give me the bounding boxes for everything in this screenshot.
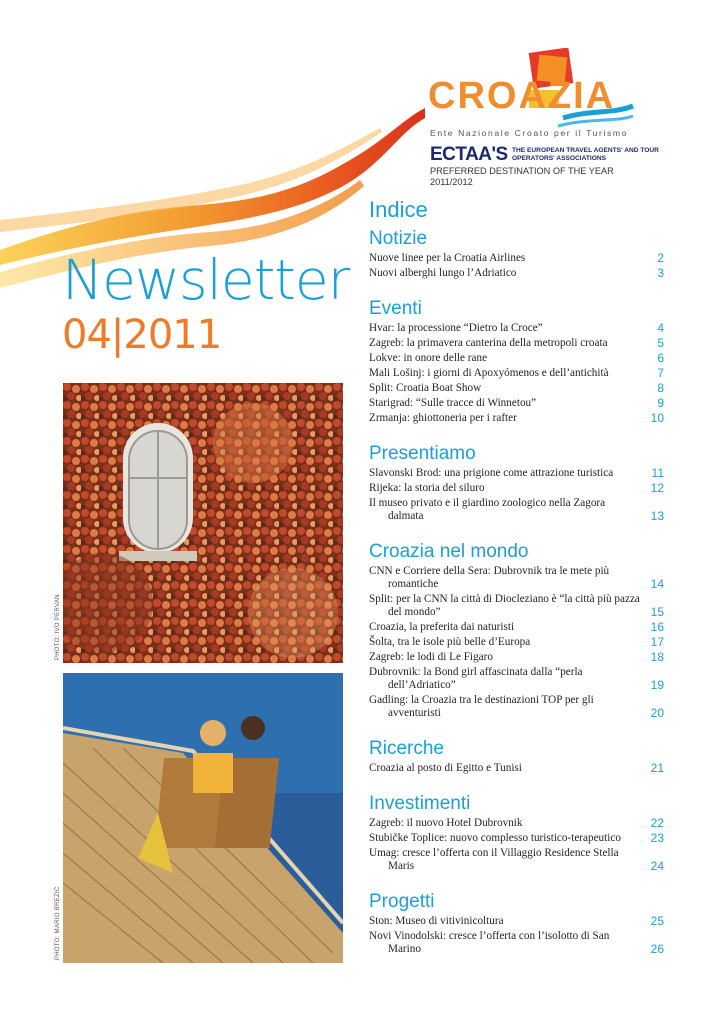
toc-entry-title: Ston: Museo di vitivinicoltura — [369, 915, 504, 927]
toc-entry-page: 13 — [650, 509, 664, 523]
newsletter-issue: 04|2011 — [62, 312, 222, 358]
table-of-contents — [369, 196, 664, 958]
toc-entry-page: 2 — [657, 251, 664, 265]
toc-entry-page: 20 — [650, 706, 664, 720]
toc-section-heading: Investimenti — [369, 793, 471, 814]
toc-entry-page: 14 — [650, 577, 664, 591]
toc-entry-title: Croazia al posto di Egitto e Tunisi — [369, 762, 522, 774]
logo-cro-text: CROAZIA — [428, 75, 616, 117]
toc-entry-title: Šolta, tra le isole più belle d’Europa — [369, 636, 531, 648]
toc-entry[interactable] — [369, 915, 664, 928]
photo-boat-deck — [63, 673, 343, 963]
toc-section — [369, 298, 664, 425]
toc-entry[interactable] — [369, 322, 664, 335]
toc-entry-title: Dubrovnik: la Bond girl affascinata dalla “perla dell’Adriatico” — [369, 666, 583, 691]
toc-section-heading: Croazia nel mondo — [369, 541, 529, 562]
toc-entry[interactable] — [369, 666, 664, 692]
toc-entry[interactable] — [369, 397, 664, 410]
toc-entry[interactable] — [369, 482, 664, 495]
toc-entry-title: Hvar: la processione “Dietro la Croce” — [369, 322, 543, 334]
toc-entry[interactable] — [369, 636, 664, 649]
toc-entry[interactable] — [369, 267, 664, 280]
toc-entry[interactable] — [369, 467, 664, 480]
toc-entry-title: Zagreb: la primavera canterina della metropoli croata — [369, 337, 608, 349]
toc-entry-title: Croazia, la preferita dai naturisti — [369, 621, 515, 633]
toc-entry[interactable] — [369, 412, 664, 425]
toc-section — [369, 738, 664, 775]
toc-entry-title: Split: per la CNN la città di Diocleziano è “la città più pazza del mondo” — [369, 593, 640, 618]
toc-entry-page: 3 — [657, 266, 664, 280]
toc-entry-title: Stubičke Toplice: nuovo complesso turistico-terapeutico — [369, 832, 621, 844]
toc-section — [369, 443, 664, 523]
toc-entry-title: Umag: cresce l’offerta con il Villaggio Residence Stella Maris — [369, 847, 619, 872]
toc-entry-title: Zagreb: il nuovo Hotel Dubrovnik — [369, 817, 523, 829]
toc-entry-title: Zrmanja: ghiottoneria per i rafter — [369, 412, 517, 424]
toc-entry-page: 24 — [650, 859, 664, 873]
toc-section — [369, 541, 664, 720]
photo-credit-2: PHOTO: MARIO BREZIĆ — [55, 886, 61, 960]
brand-subtitle: Ente Nazionale Croato per il Turismo — [430, 128, 629, 138]
toc-entry-page: 6 — [657, 351, 664, 365]
toc-entry[interactable] — [369, 337, 664, 350]
toc-section — [369, 891, 664, 956]
toc-entry[interactable] — [369, 352, 664, 365]
toc-entry-title: Rijeka: la storia del siluro — [369, 482, 485, 494]
toc-entry-page: 8 — [657, 381, 664, 395]
toc-entry-page: 16 — [650, 620, 664, 634]
toc-entry-page: 21 — [650, 761, 664, 775]
toc-entry[interactable] — [369, 762, 664, 775]
toc-entry-page: 7 — [657, 366, 664, 380]
toc-section-heading: Presentiamo — [369, 443, 476, 464]
toc-entry-page: 26 — [650, 942, 664, 956]
toc-section — [369, 793, 664, 873]
toc-entry-title: Novi Vinodolski: cresce l’offerta con l’isolotto di San Marino — [369, 930, 610, 955]
toc-entry[interactable] — [369, 847, 664, 873]
toc-entry-page: 12 — [650, 481, 664, 495]
toc-entry-page: 25 — [650, 914, 664, 928]
toc-entry-page: 23 — [650, 831, 664, 845]
toc-section-heading: Progetti — [369, 891, 435, 912]
toc-entry[interactable] — [369, 252, 664, 265]
toc-entry[interactable] — [369, 367, 664, 380]
toc-entry-title: Il museo privato e il giardino zoologico nella Zagora dalmata — [369, 497, 606, 522]
toc-entry-page: 10 — [650, 411, 664, 425]
toc-entry-page: 11 — [651, 466, 664, 480]
toc-entry[interactable] — [369, 832, 664, 845]
toc-section — [369, 228, 664, 280]
toc-entry-title: Split: Croatia Boat Show — [369, 382, 482, 394]
croazia-logo — [428, 48, 638, 138]
toc-entry-title: Slavonski Brod: una prigione come attrazione turistica — [369, 467, 614, 479]
toc-entry-page: 19 — [650, 678, 664, 692]
toc-section-heading: Eventi — [369, 298, 422, 319]
toc-entry[interactable] — [369, 382, 664, 395]
toc-entry[interactable] — [369, 694, 664, 720]
ectaa-associations: THE EUROPEAN TRAVEL AGENTS' AND TOUR OPERATORS' ASSOCIATIONS — [512, 147, 659, 162]
ectaa-badge — [430, 144, 670, 190]
toc-entry-title: CNN e Corriere della Sera: Dubrovnik tra le mete più romantiche — [369, 565, 610, 590]
photo-credit-1: PHOTO: IVO PERVAN — [55, 594, 61, 660]
toc-entry-title: Nuove linee per la Croatia Airlines — [369, 252, 526, 264]
ectaa-preferred-destination: PREFERRED DESTINATION OF THE YEAR 2011/2012 — [430, 166, 614, 187]
toc-entry[interactable] — [369, 497, 664, 523]
toc-entry-page: 4 — [657, 321, 664, 335]
toc-entry-title: Mali Lošinj: i giorni di Apoxyómenos e dell’antichità — [369, 367, 609, 379]
toc-entry[interactable] — [369, 817, 664, 830]
toc-section-heading: Notizie — [369, 228, 428, 249]
toc-entry[interactable] — [369, 593, 664, 619]
ectaa-mark: ECTAA'S — [430, 144, 508, 165]
photo-ivy-window — [63, 383, 343, 663]
toc-entry-page: 9 — [657, 396, 664, 410]
toc-entry-page: 5 — [657, 336, 664, 350]
toc-entry[interactable] — [369, 621, 664, 634]
toc-section-heading: Ricerche — [369, 738, 444, 759]
toc-entry-page: 22 — [650, 816, 664, 830]
toc-entry-title: Gadling: la Croazia tra le destinazioni TOP per gli avventuristi — [369, 694, 594, 719]
toc-entry-page: 17 — [650, 635, 664, 649]
toc-entry[interactable] — [369, 930, 664, 956]
toc-entry-title: Lokve: in onore delle rane — [369, 352, 488, 364]
toc-entry-title: Nuovi alberghi lungo l’Adriatico — [369, 267, 517, 279]
toc-title: Indice — [369, 197, 428, 222]
toc-entry-title: Starigrad: “Sulle tracce di Winnetou” — [369, 397, 537, 409]
toc-entry[interactable] — [369, 651, 664, 664]
toc-entry-page: 15 — [650, 605, 664, 619]
toc-entry-page: 18 — [650, 650, 664, 664]
toc-entry-title: Zagreb: le lodi di Le Figaro — [369, 651, 493, 663]
toc-entry[interactable] — [369, 565, 664, 591]
newsletter-title: Newsletter — [62, 248, 350, 312]
